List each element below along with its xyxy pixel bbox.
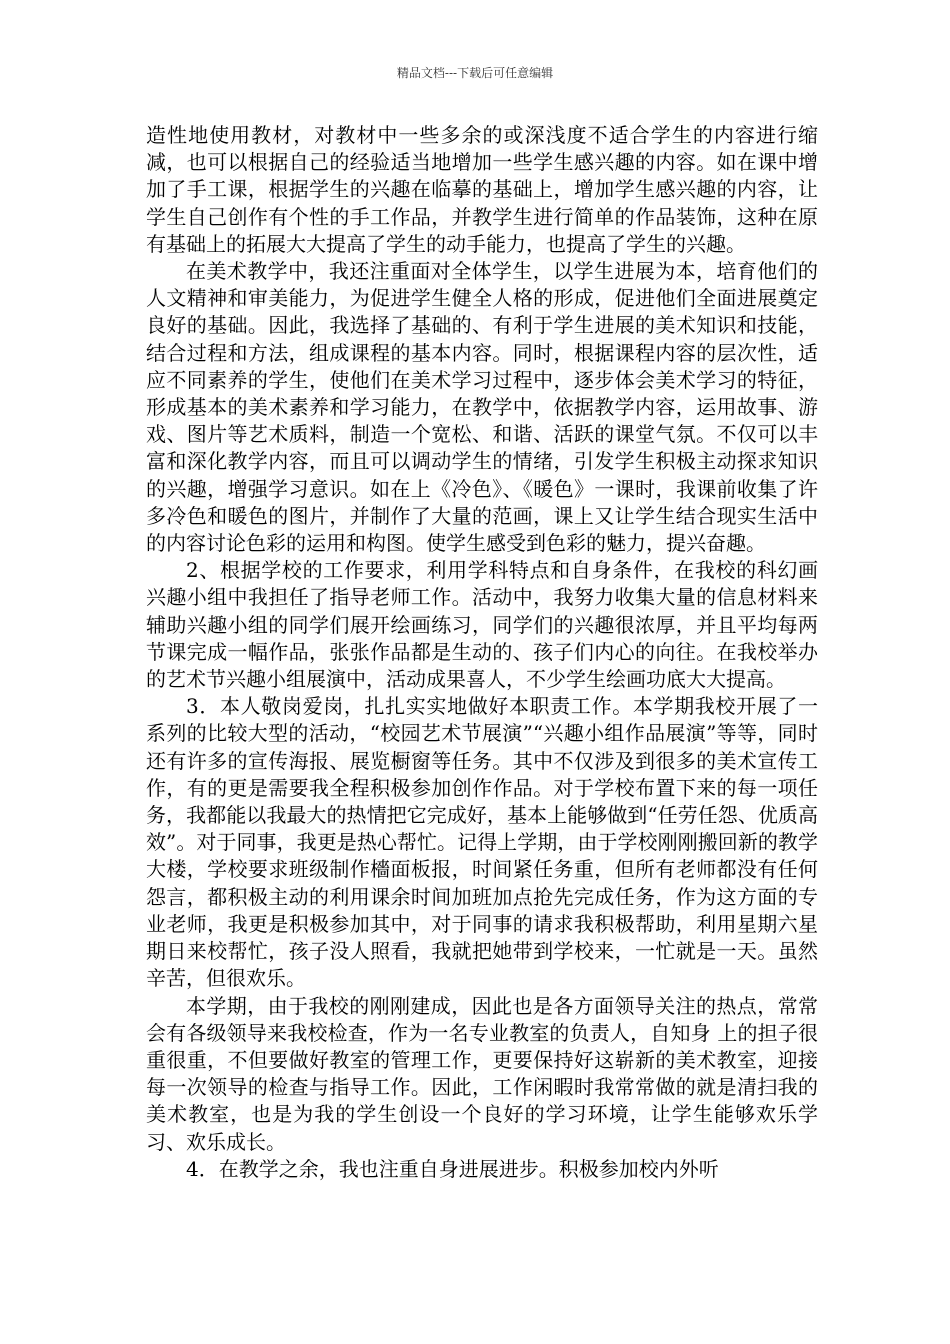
paragraph-1: 造性地使用教材，对教材中一些多余的或深浅度不适合学生的内容进行缩减，也可以根据自己的经验适当地增加一些学生感兴趣的内容。如在课中增加了手工课，根据学生的兴趣在临摹的基础上，增加学生感兴趣的内容，让学生自己创作有个性的手工作品，并教学生进行简单的作品装饰，这种在原有基础上的拓展大大提高了学生的动手能力，也提高了学生的兴趣。 (146, 123, 818, 256)
paragraph-3: 2、根据学校的工作要求，利用学科特点和自身条件，在我校的科幻画兴趣小组中我担任了指导老师工作。活动中，我努力收集大量的信息材料来辅助兴趣小组的同学们展开绘画练习，同学们的兴趣很浓厚，并且平均每两节课完成一幅作品，张张作品都是生动的、孩子们内心的向往。在我校举办的艺术节兴趣小组展演中，活动成果喜人，不少学生绘画功底大大提高。 (146, 558, 818, 692)
paragraph-5: 本学期，由于我校的刚刚建成，因此也是各方面领导关注的热点，常常会有各级领导来我校检查，作为一名专业教室的负责人，自知身 上的担子很重很重，不但要做好教室的管理工作，更要保持好这崭新的美术教室，迎接每一次领导的检查与指导工作。因此，工作闲暇时我常常做的就是清扫我的美术教室，也是为我的学生创设一个良好的学习环境，让学生能够欢乐学习、欢乐成长。 (146, 993, 818, 1154)
document-body (146, 122, 818, 1183)
paragraph-2: 在美术教学中，我还注重面对全体学生，以学生进展为本，培育他们的人文精神和审美能力，为促进学生健全人格的形成，促进他们全面进展奠定良好的基础。因此，我选择了基础的、有利于学生进展的美术知识和技能，结合过程和方法，组成课程的基本内容。同时，根据课程内容的层次性，适应不同素养的学生，使他们在美术学习过程中，逐步体会美术学习的特征，形成基本的美术素养和学习能力，在教学中，依据教学内容，运用故事、游戏、图片等艺术质料，制造一个宽松、和谐、活跃的课堂气氛。不仅可以丰富和深化教学内容，而且可以调动学生的情绪，引发学生积极主动探求知识的兴趣，增强学习意识。如在上《冷色》、《暖色》一课时，我课前收集了许多冷色和暖色的图片，并制作了大量的范画，课上又让学生结合现实生活中的内容讨论色彩的运用和构图。使学生感受到色彩的魅力，提兴奋趣。 (146, 259, 818, 556)
paragraph-6: 4．在教学之余，我也注重自身进展进步。积极参加校内外听 (186, 1156, 719, 1181)
paragraph-4: 3．本人敬岗爱岗，扎扎实实地做好本职责工作。本学期我校开展了一系列的比较大型的活动，“校园艺术节展演”“兴趣小组作品展演”等等，同时还有许多的宣传海报、展览橱窗等任务。其中不仅涉及到很多的美术宣传工作，有的更是需要我全程积极参加创作作品。对于学校布置下来的每一项任务，我都能以我最大的热情把它完成好，基本上能够做到“任劳任怨、优质高效”。对于同事，我更是热心帮忙。记得上学期，由于学校刚刚搬回新的教学大楼，学校要求班级制作檣面板报，时间紧任务重，但所有老师都没有任何怨言，都积极主动的利用课余时间加班加点抢先完成任务，作为这方面的专业老师，我更是积极参加其中，对于同事的请求我积极帮助，利用星期六星期日来校帮忙，孩子没人照看，我就把她带到学校来，一忙就是一天。虽然辛苦，但很欢乐。 (146, 694, 818, 991)
page-header: 精品文档---下载后可任意编辑 (396, 66, 554, 80)
